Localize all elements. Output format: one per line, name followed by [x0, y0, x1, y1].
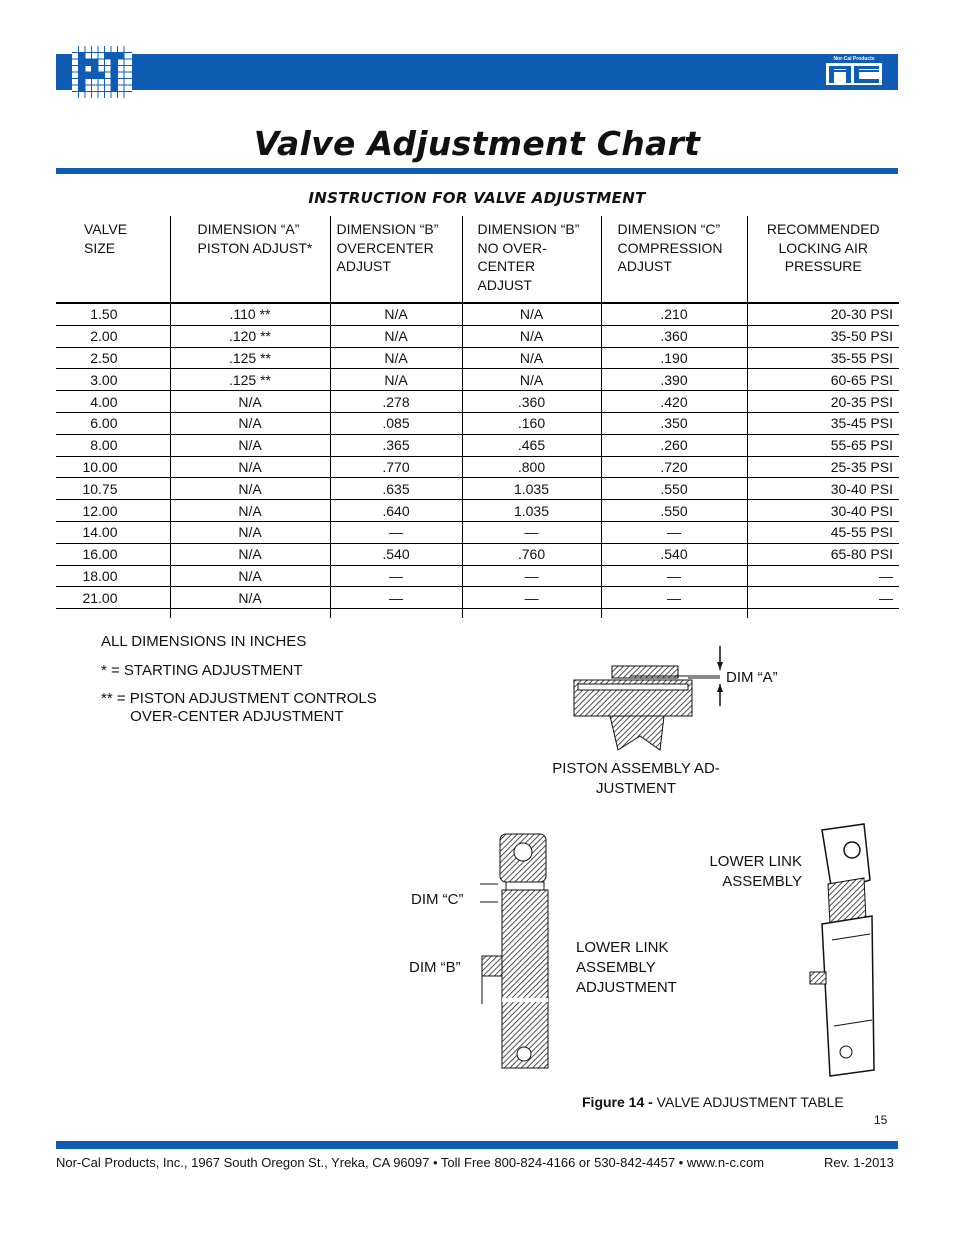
cell-dimension-c: .210 [601, 303, 747, 325]
footer-address: Nor-Cal Products, Inc., 1967 South Oregon St., Yreka, CA 96097 • Toll Free 800-824-4166 or 530-842-4457 • www.n-c.com [56, 1155, 765, 1170]
table-row [56, 478, 899, 500]
cell-dimension-a: N/A [170, 478, 330, 500]
piston-assembly-illustration [570, 640, 730, 760]
cell-locking-air-pressure: 20-35 PSI [747, 391, 899, 413]
cell-dimension-b-overcenter: .085 [330, 412, 462, 434]
cell-valve-size: 2.00 [56, 325, 170, 347]
table-row [56, 521, 899, 543]
figure-caption [582, 1094, 844, 1110]
cell-dimension-b-overcenter: — [330, 521, 462, 543]
cell-dimension-b-overcenter: N/A [330, 303, 462, 325]
cell-dimension-c: — [601, 521, 747, 543]
cell-dimension-c: .420 [601, 391, 747, 413]
table-row [56, 303, 899, 325]
cell-dimension-b-overcenter: — [330, 565, 462, 587]
column-header-dimension-a: DIMENSION “A” PISTON ADJUST* [170, 216, 330, 303]
cell-dimension-b-overcenter: .770 [330, 456, 462, 478]
cell-valve-size: 4.00 [56, 391, 170, 413]
cell-valve-size: 12.00 [56, 500, 170, 522]
cell-locking-air-pressure: 45-55 PSI [747, 521, 899, 543]
table-row [56, 434, 899, 456]
page-title: Valve Adjustment Chart [253, 124, 701, 163]
cell-dimension-b-no-overcenter: N/A [462, 325, 601, 347]
cell-dimension-b-no-overcenter: — [462, 565, 601, 587]
cell-valve-size: 18.00 [56, 565, 170, 587]
units-note: ALL DIMENSIONS IN INCHES [101, 633, 307, 650]
column-header-dimension-b-overcenter: DIMENSION “B” OVERCENTER ADJUST [330, 216, 462, 303]
cell-dimension-b-no-overcenter: .465 [462, 434, 601, 456]
cell-dimension-b-no-overcenter: — [462, 587, 601, 609]
cell-dimension-c: .360 [601, 325, 747, 347]
cell-dimension-b-overcenter: .278 [330, 391, 462, 413]
cell-dimension-a: N/A [170, 587, 330, 609]
figure-caption-text: VALVE ADJUSTMENT TABLE [652, 1094, 844, 1110]
nc-logo [826, 58, 882, 86]
cell-locking-air-pressure: 55-65 PSI [747, 434, 899, 456]
cell-dimension-a: N/A [170, 500, 330, 522]
brand-small-text: Nor-Cal Products [833, 56, 875, 62]
cell-dimension-b-overcenter: .365 [330, 434, 462, 456]
table-row [56, 565, 899, 587]
lower-link-assembly-label: LOWER LINK ASSEMBLY [709, 853, 802, 890]
footer-divider [56, 1141, 898, 1149]
cell-valve-size: 14.00 [56, 521, 170, 543]
cell-dimension-a: N/A [170, 543, 330, 565]
table-header-row [56, 216, 899, 303]
lower-link-assembly-illustration [802, 820, 884, 1082]
cell-dimension-b-no-overcenter: .160 [462, 412, 601, 434]
cell-locking-air-pressure: 25-35 PSI [747, 456, 899, 478]
cell-dimension-a: .125 ** [170, 369, 330, 391]
table-row [56, 587, 899, 609]
cell-valve-size: 21.00 [56, 587, 170, 609]
column-header-dimension-c: DIMENSION “C” COMPRESSION ADJUST [601, 216, 747, 303]
cell-locking-air-pressure: 30-40 PSI [747, 500, 899, 522]
cell-dimension-b-overcenter: .635 [330, 478, 462, 500]
figure-caption-number: Figure 14 - [582, 1094, 653, 1110]
cell-dimension-b-overcenter: .640 [330, 500, 462, 522]
cell-locking-air-pressure: — [747, 587, 899, 609]
cell-valve-size: 16.00 [56, 543, 170, 565]
nor-cal-grid-logo [72, 46, 132, 98]
table-row [56, 325, 899, 347]
table-row [56, 347, 899, 369]
column-header-locking-air-pressure: RECOMMENDED LOCKING AIR PRESSURE [747, 216, 899, 303]
lower-link-adjustment-label: LOWER LINK ASSEMBLY ADJUSTMENT [576, 939, 677, 996]
cell-locking-air-pressure: 65-80 PSI [747, 543, 899, 565]
cell-valve-size: 10.75 [56, 478, 170, 500]
piston-assembly-caption: PISTON ASSEMBLY AD- JUSTMENT [552, 760, 720, 797]
table-row [56, 391, 899, 413]
cell-valve-size: 1.50 [56, 303, 170, 325]
cell-dimension-b-no-overcenter: — [462, 521, 601, 543]
cell-locking-air-pressure: 60-65 PSI [747, 369, 899, 391]
cell-locking-air-pressure: 35-45 PSI [747, 412, 899, 434]
dim-c-label: DIM “C” [411, 891, 464, 908]
cell-dimension-c: — [601, 587, 747, 609]
column-header-dimension-b-no-overcenter: DIMENSION “B” NO OVER- CENTER ADJUST [462, 216, 601, 303]
cell-dimension-c: .260 [601, 434, 747, 456]
cell-dimension-c: .540 [601, 543, 747, 565]
cell-valve-size: 6.00 [56, 412, 170, 434]
cell-dimension-c: — [601, 565, 747, 587]
lower-link-adjustment-illustration [472, 828, 562, 1086]
footer-revision: Rev. 1-2013 [824, 1155, 894, 1170]
cell-dimension-a: .125 ** [170, 347, 330, 369]
cell-dimension-b-overcenter: N/A [330, 325, 462, 347]
cell-valve-size: 8.00 [56, 434, 170, 456]
cell-dimension-c: .390 [601, 369, 747, 391]
cell-dimension-b-no-overcenter: N/A [462, 303, 601, 325]
cell-dimension-a: .120 ** [170, 325, 330, 347]
column-header-valve-size: VALVE SIZE [56, 216, 170, 303]
cell-locking-air-pressure: 35-50 PSI [747, 325, 899, 347]
cell-dimension-c: .350 [601, 412, 747, 434]
dim-b-label: DIM “B” [409, 959, 461, 976]
cell-locking-air-pressure: 20-30 PSI [747, 303, 899, 325]
table-row [56, 412, 899, 434]
section-heading: INSTRUCTION FOR VALVE ADJUSTMENT [308, 189, 646, 207]
cell-locking-air-pressure: 30-40 PSI [747, 478, 899, 500]
cell-dimension-a: N/A [170, 434, 330, 456]
cell-dimension-b-no-overcenter: N/A [462, 347, 601, 369]
table-tail-row [56, 609, 899, 619]
cell-dimension-a: N/A [170, 456, 330, 478]
cell-dimension-c: .190 [601, 347, 747, 369]
valve-adjustment-table [56, 216, 899, 618]
cell-dimension-c: .550 [601, 478, 747, 500]
cell-locking-air-pressure: — [747, 565, 899, 587]
cell-dimension-b-overcenter: — [330, 587, 462, 609]
dim-a-label: DIM “A” [726, 669, 778, 686]
cell-dimension-c: .720 [601, 456, 747, 478]
cell-dimension-b-no-overcenter: .360 [462, 391, 601, 413]
cell-dimension-b-no-overcenter: 1.035 [462, 500, 601, 522]
cell-dimension-b-overcenter: .540 [330, 543, 462, 565]
starting-adjustment-note: * = STARTING ADJUSTMENT [101, 662, 303, 679]
cell-dimension-c: .550 [601, 500, 747, 522]
table-row [56, 543, 899, 565]
piston-adjustment-note: ** = PISTON ADJUSTMENT CONTROLS OVER-CENTER ADJUSTMENT [101, 690, 377, 725]
title-divider [56, 168, 898, 174]
cell-dimension-a: N/A [170, 412, 330, 434]
cell-locking-air-pressure: 35-55 PSI [747, 347, 899, 369]
page-number: 15 [874, 1113, 888, 1127]
cell-dimension-b-no-overcenter: .760 [462, 543, 601, 565]
cell-dimension-b-no-overcenter: .800 [462, 456, 601, 478]
cell-dimension-a: N/A [170, 391, 330, 413]
cell-valve-size: 3.00 [56, 369, 170, 391]
cell-dimension-b-overcenter: N/A [330, 347, 462, 369]
cell-dimension-b-no-overcenter: N/A [462, 369, 601, 391]
table-row [56, 500, 899, 522]
header-bar [56, 54, 898, 90]
cell-valve-size: 10.00 [56, 456, 170, 478]
cell-dimension-a: N/A [170, 521, 330, 543]
cell-dimension-a: .110 ** [170, 303, 330, 325]
cell-dimension-a: N/A [170, 565, 330, 587]
cell-dimension-b-no-overcenter: 1.035 [462, 478, 601, 500]
table-row [56, 456, 899, 478]
cell-dimension-b-overcenter: N/A [330, 369, 462, 391]
cell-valve-size: 2.50 [56, 347, 170, 369]
table-row [56, 369, 899, 391]
